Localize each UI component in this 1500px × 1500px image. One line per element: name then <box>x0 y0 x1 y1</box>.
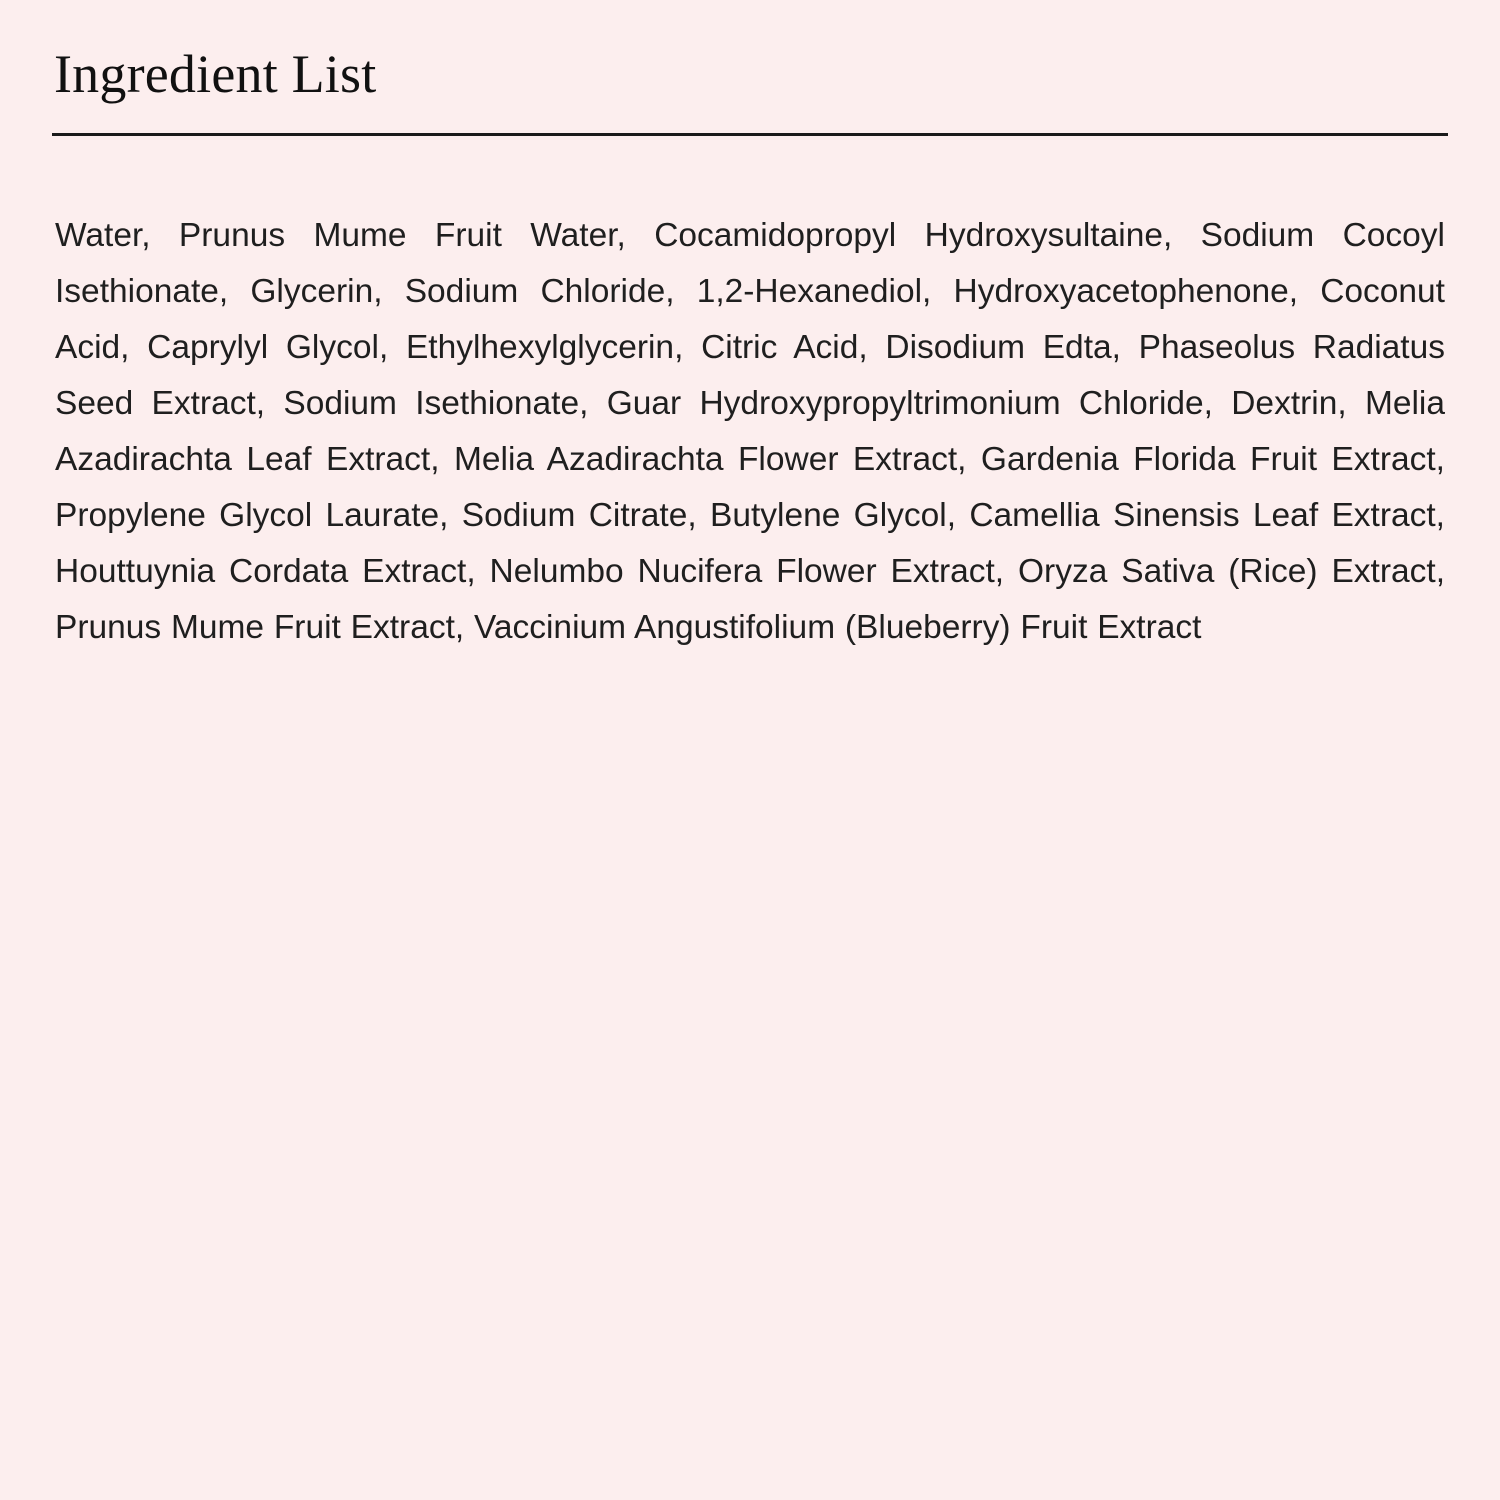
ingredients-paragraph: Water, Prunus Mume Fruit Water, Cocamidopropyl Hydroxysultaine, Sodium Cocoyl Isethionate, Glycerin, Sodium Chloride, 1,2-Hexanediol, Hydroxyacetophenone, Coconut Acid, Caprylyl Glycol, Ethylhexylglycerin, Citric Acid, Disodium Edta, Phaseolus Radiatus Seed Extract, Sodium Isethionate, Guar Hydroxypropyltrimonium Chloride, Dextrin, Melia Azadirachta Leaf Extract, Melia Azadirachta Flower Extract, Gardenia Florida Fruit Extract, Propylene Glycol Laurate, Sodium Citrate, Butylene Glycol, Camellia Sinensis Leaf Extract, Houttuynia Cordata Extract, Nelumbo Nucifera Flower Extract, Oryza Sativa (Rice) Extract, Prunus Mume Fruit Extract, Vaccinium Angustifolium (Blueberry) Fruit Extract <box>55 216 1445 646</box>
page-title: Ingredient List <box>54 44 377 104</box>
title-divider <box>52 133 1448 136</box>
